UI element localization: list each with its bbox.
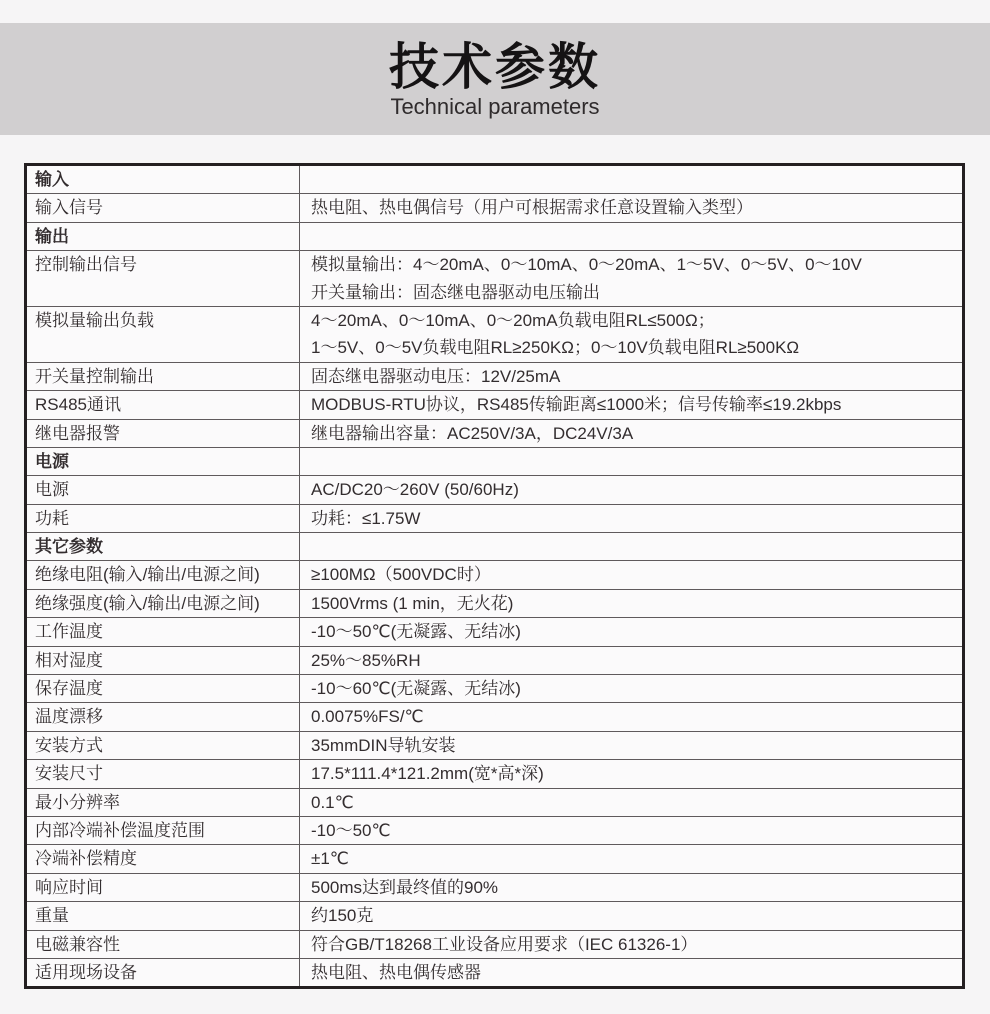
- param-label-cell: [26, 930, 300, 958]
- param-value-cell: [300, 251, 964, 307]
- param-value-cell: [300, 222, 964, 250]
- param-label: 安装方式: [35, 735, 103, 755]
- param-label: 开关量控制输出: [35, 366, 154, 386]
- param-label: 重量: [35, 906, 69, 926]
- param-value-line: 25%～85%RH: [311, 650, 421, 670]
- table-row: [26, 589, 964, 617]
- section-row: [26, 533, 964, 561]
- param-value-line: -10～60℃(无凝露、无结冰): [311, 679, 521, 699]
- table-row: [26, 419, 964, 447]
- param-label-cell: [26, 589, 300, 617]
- section-row: [26, 447, 964, 475]
- param-value-line: [311, 448, 958, 475]
- table-row: [26, 504, 964, 532]
- param-label: 控制输出信号: [35, 255, 137, 275]
- param-value-cell: [300, 419, 964, 447]
- param-value-line: ≥100MΩ（500VDC时）: [311, 565, 491, 585]
- param-label: 适用现场设备: [35, 962, 137, 982]
- table-row: [26, 816, 964, 844]
- param-value-cell: [300, 845, 964, 873]
- param-value-line: 0.0075%FS/℃: [311, 707, 424, 727]
- param-label-cell: [26, 731, 300, 759]
- param-label-cell: [26, 845, 300, 873]
- param-label-cell: [26, 703, 300, 731]
- table-row: [26, 703, 964, 731]
- param-value-cell: [300, 731, 964, 759]
- param-value-line: [311, 166, 958, 193]
- param-value-line: 热电阻、热电偶信号（用户可根据需求任意设置输入类型）: [311, 198, 753, 218]
- param-value-cell: [300, 476, 964, 504]
- param-label-cell: [26, 675, 300, 703]
- param-label-cell: [26, 646, 300, 674]
- param-value-line: 0.1℃: [311, 792, 354, 812]
- param-value-cell: [300, 958, 964, 987]
- param-label-cell: [26, 760, 300, 788]
- param-label: 继电器报警: [35, 423, 120, 443]
- table-row: [26, 391, 964, 419]
- param-value-cell: [300, 760, 964, 788]
- param-value-cell: [300, 391, 964, 419]
- param-label: 输入信号: [35, 198, 103, 218]
- spec-table: [24, 163, 965, 989]
- param-value-line: 1500Vrms (1 min，无火花): [311, 593, 514, 613]
- param-label: 冷端补偿精度: [35, 849, 137, 869]
- param-label-cell: [26, 251, 300, 307]
- param-label-cell: [26, 533, 300, 561]
- param-value-line: 开关量输出：固态继电器驱动电压输出: [311, 282, 600, 302]
- param-label-cell: [26, 504, 300, 532]
- param-value-cell: [300, 816, 964, 844]
- spec-table-container: [24, 163, 965, 989]
- param-value-line: ±1℃: [311, 849, 349, 869]
- param-label: 相对湿度: [35, 650, 103, 670]
- param-label: 工作温度: [35, 622, 103, 642]
- param-value-line: -10～50℃: [311, 820, 391, 840]
- param-label-cell: [26, 447, 300, 475]
- section-row: [26, 165, 964, 194]
- table-row: [26, 306, 964, 362]
- param-value-line: MODBUS-RTU协议，RS485传输距离≤1000米；信号传输率≤19.2kbps: [311, 395, 842, 415]
- table-row: [26, 476, 964, 504]
- param-value-line: 约150克: [311, 906, 374, 926]
- table-row: [26, 930, 964, 958]
- table-row: [26, 561, 964, 589]
- param-label: 其它参数: [35, 537, 103, 557]
- param-value-line: 模拟量输出：4～20mA、0～10mA、0～20mA、1～5V、0～5V、0～10V: [311, 255, 862, 275]
- param-value-line: -10～50℃(无凝露、无结冰): [311, 622, 521, 642]
- table-row: [26, 646, 964, 674]
- param-label: 绝缘电阻(输入/输出/电源之间): [35, 565, 260, 585]
- param-value-cell: [300, 646, 964, 674]
- param-value-cell: [300, 675, 964, 703]
- param-value-line: 继电器输出容量：AC250V/3A，DC24V/3A: [311, 423, 634, 443]
- param-label-cell: [26, 165, 300, 194]
- param-label: 电源: [35, 480, 69, 500]
- param-value-line: [311, 223, 958, 250]
- param-value-cell: [300, 561, 964, 589]
- param-label: 内部冷端补偿温度范围: [35, 820, 205, 840]
- param-label: 电源: [35, 451, 69, 471]
- param-label: 输出: [35, 226, 69, 246]
- section-row: [26, 222, 964, 250]
- param-label-cell: [26, 476, 300, 504]
- top-margin-strip: [0, 0, 990, 23]
- param-value-line: 符合GB/T18268工业设备应用要求（IEC 61326-1）: [311, 934, 698, 954]
- param-value-line: 固态继电器驱动电压：12V/25mA: [311, 366, 561, 386]
- table-row: [26, 731, 964, 759]
- table-row: [26, 675, 964, 703]
- param-value-cell: [300, 589, 964, 617]
- param-value-line: 500ms达到最终值的90%: [311, 877, 499, 897]
- param-value-line: 35mmDIN导轨安装: [311, 735, 456, 755]
- param-label-cell: [26, 362, 300, 390]
- param-value-cell: [300, 362, 964, 390]
- table-row: [26, 251, 964, 307]
- param-value-cell: [300, 618, 964, 646]
- param-label: 温度漂移: [35, 707, 103, 727]
- table-row: [26, 958, 964, 987]
- param-label-cell: [26, 788, 300, 816]
- spec-table-body: [26, 165, 964, 988]
- param-value-cell: [300, 504, 964, 532]
- param-label: 功耗: [35, 508, 69, 528]
- param-value-line: AC/DC20～260V (50/60Hz): [311, 480, 519, 500]
- param-label-cell: [26, 222, 300, 250]
- param-label: 绝缘强度(输入/输出/电源之间): [35, 593, 260, 613]
- param-label: 响应时间: [35, 877, 103, 897]
- table-row: [26, 873, 964, 901]
- param-value-cell: [300, 703, 964, 731]
- param-label-cell: [26, 958, 300, 987]
- table-row: [26, 845, 964, 873]
- title-banner: [0, 23, 990, 135]
- param-value-cell: [300, 788, 964, 816]
- param-value-cell: [300, 533, 964, 561]
- table-row: [26, 194, 964, 222]
- param-value-cell: [300, 447, 964, 475]
- param-value-cell: [300, 902, 964, 930]
- table-row: [26, 362, 964, 390]
- param-label-cell: [26, 618, 300, 646]
- param-label-cell: [26, 306, 300, 362]
- param-value-cell: [300, 873, 964, 901]
- param-value-line: 热电阻、热电偶传感器: [311, 962, 481, 982]
- param-label: 安装尺寸: [35, 764, 103, 784]
- param-value-line: 功耗：≤1.75W: [311, 508, 421, 528]
- param-label-cell: [26, 561, 300, 589]
- param-value-line: 17.5*111.4*121.2mm(宽*高*深): [311, 764, 544, 784]
- param-label-cell: [26, 391, 300, 419]
- param-label: 保存温度: [35, 679, 103, 699]
- param-value-line: [311, 533, 958, 560]
- param-label-cell: [26, 902, 300, 930]
- param-value-cell: [300, 194, 964, 222]
- param-label-cell: [26, 816, 300, 844]
- page-subtitle: Technical parameters: [390, 93, 600, 119]
- param-value-line: 1～5V、0～5V负载电阻RL≥250KΩ；0～10V负载电阻RL≥500KΩ: [311, 338, 800, 358]
- table-row: [26, 902, 964, 930]
- table-row: [26, 618, 964, 646]
- param-label: 最小分辨率: [35, 792, 120, 812]
- param-value-line: 4～20mA、0～10mA、0～20mA负载电阻RL≤500Ω；: [311, 310, 715, 330]
- page-title: 技术参数: [389, 38, 601, 95]
- table-row: [26, 788, 964, 816]
- param-label: 输入: [35, 170, 69, 189]
- table-row: [26, 760, 964, 788]
- param-label: 电磁兼容性: [35, 934, 120, 954]
- param-label-cell: [26, 194, 300, 222]
- param-value-cell: [300, 165, 964, 194]
- param-label-cell: [26, 419, 300, 447]
- param-label: RS485通讯: [35, 395, 121, 415]
- param-label: 模拟量输出负载: [35, 310, 154, 330]
- param-label-cell: [26, 873, 300, 901]
- param-value-cell: [300, 930, 964, 958]
- param-value-cell: [300, 306, 964, 362]
